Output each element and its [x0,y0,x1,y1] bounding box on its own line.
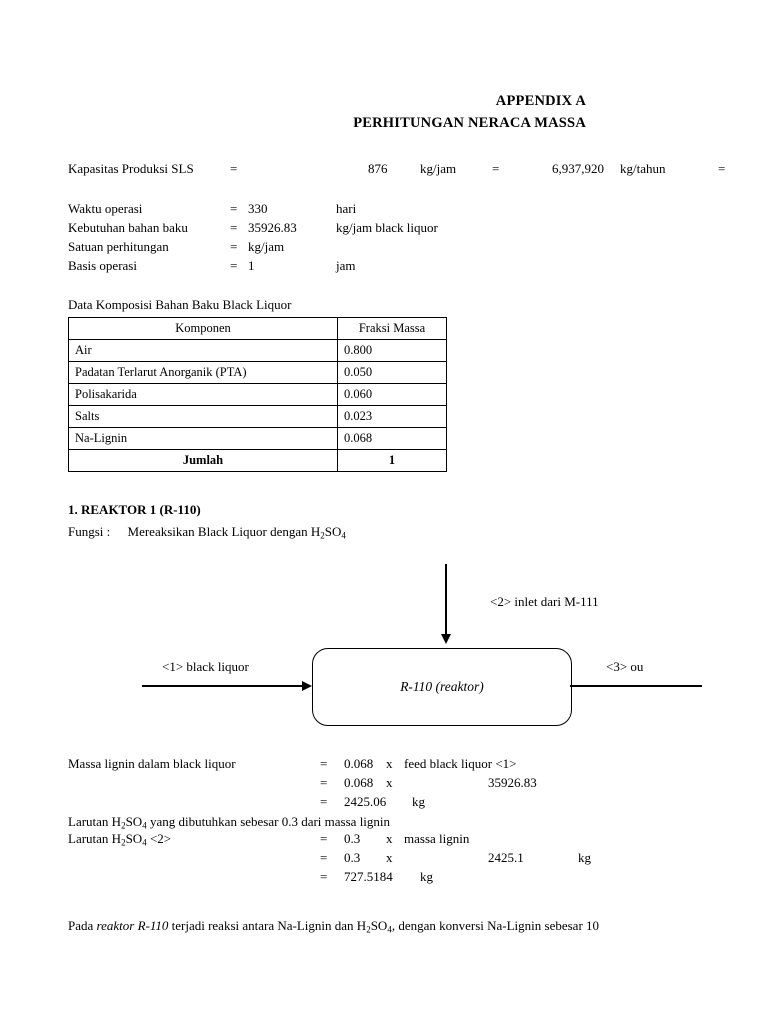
inlet-arrow-top-icon [445,564,447,638]
list-item [68,220,708,239]
table-row [69,361,447,383]
calc-label: Massa lignin dalam black liquor [68,756,236,772]
calc-result-unit: kg [420,868,433,884]
capacity-equals-2: = [492,160,500,176]
capacity-unit-2: kg/tahun [620,160,666,176]
table-caption: Data Komposisi Bahan Baku Black Liquor [68,296,292,312]
note-text-post: yang dibutuhkan sebesar 0.3 dari massa lignin [146,814,391,830]
calc-operator: x [386,830,393,846]
note-h2so4-ratio [68,814,708,831]
calc-operand-b: feed black liquor <1> [404,756,517,772]
parameter-list [68,201,708,277]
cell-fraksi: 0.050 [338,361,447,383]
capacity-equals-3: = [718,160,726,176]
document-title-block [68,90,708,135]
calc-result: 727.5184 [344,868,393,884]
param-value: 330 [248,200,268,216]
list-item [68,258,708,277]
cell-komponen: Na-Lignin [69,427,338,449]
reactor-box [312,648,572,726]
calc-result-unit: kg [412,794,425,810]
cell-komponen: Padatan Terlarut Anorganik (PTA) [69,361,338,383]
calc-equals: = [320,756,328,772]
cell-fraksi: 0.060 [338,383,447,405]
param-key: Satuan perhitungan [68,238,169,254]
calc-unit: kg [578,849,591,865]
subscript-2: 2 [121,837,126,848]
calc-operand-b: 2425.1 [488,849,524,865]
calc-row-lignin-substitute [68,775,708,794]
param-key: Kebutuhan bahan baku [68,219,188,235]
subscript-4: 4 [142,820,147,831]
outlet-arrow-right-icon [570,685,702,687]
subscript-2: 2 [320,530,325,541]
calc-result: 2425.06 [344,794,387,810]
calc-operand-b: massa lignin [404,830,470,846]
param-unit: jam [336,257,356,273]
note-text-mid: SO [125,814,143,830]
list-item [68,239,708,258]
calc-equals: = [320,830,328,846]
calculation-block [68,756,708,888]
calc-operand-a: 0.068 [344,775,374,791]
calc-operator: x [386,849,393,865]
capacity-value-1: 876 [368,160,388,176]
fungsi-text: Mereaksikan Black Liquor dengan H [127,523,321,539]
param-unit: hari [336,200,357,216]
calc-label-pre: Larutan H [68,830,122,846]
composition-table [68,317,447,472]
calc-label [68,831,171,848]
calc-operand-a: 0.068 [344,756,374,772]
column-header-fraksi: Fraksi Massa [338,317,447,339]
calc-row-h2so4-result [68,869,708,888]
fungsi-label: Fungsi : [68,523,111,539]
cell-fraksi: 0.023 [338,405,447,427]
calc-operand-b: 35926.83 [488,775,537,791]
reaction-note-italic: reaktor R-110 [96,917,169,933]
capacity-unit-1: kg/jam [420,160,457,176]
capacity-label: Kapasitas Produksi SLS [68,160,194,176]
calc-row-h2so4-substitute [68,850,708,869]
calc-equals: = [320,868,328,884]
calc-operand-a: 0.3 [344,830,361,846]
calc-row-lignin-mass [68,756,708,775]
cell-total-label: Jumlah [69,449,338,471]
calc-label-mid: SO [125,830,143,846]
capacity-value-2: 6,937,920 [552,160,604,176]
table-header-row [69,317,447,339]
param-key: Waktu operasi [68,200,143,216]
capacity-row [68,160,726,179]
calc-row-h2so4 [68,831,708,850]
capacity-equals-1: = [230,160,238,176]
subscript-4: 4 [142,837,147,848]
reaction-note [68,918,708,935]
param-equals: = [230,200,238,216]
subscript-2: 2 [366,924,371,935]
inlet-arrow-left-icon [142,685,308,687]
reaction-note-mid: terjadi reaksi antara Na-Lignin dan H [168,917,367,933]
fungsi-text-mid: SO [324,523,342,539]
param-unit: kg/jam black liquor [336,219,438,235]
reactor-box-label: R-110 (reaktor) [400,679,484,695]
page-title: APPENDIX A [495,93,586,109]
cell-fraksi: 0.800 [338,339,447,361]
calc-equals: = [320,794,328,810]
column-header-komponen: Komponen [69,317,338,339]
page-subtitle: PERHITUNGAN NERACA MASSA [353,115,586,132]
reaction-note-pre: Pada [68,917,97,933]
cell-komponen: Air [69,339,338,361]
process-flow-diagram [68,552,708,752]
param-value: 1 [248,257,255,273]
fungsi-value [128,524,346,539]
list-item [68,201,708,220]
cell-fraksi: 0.068 [338,427,447,449]
table-row [69,427,447,449]
subscript-4: 4 [387,924,392,935]
note-text-pre: Larutan H [68,814,122,830]
calc-operator: x [386,756,393,772]
fungsi-line [68,524,708,541]
cell-total-value: 1 [338,449,447,471]
reaction-note-mid2: SO [370,917,388,933]
param-equals: = [230,238,238,254]
subscript-4: 4 [341,530,346,541]
inlet-top-label: <2> inlet dari M-111 [490,594,599,610]
calc-operand-a: 0.3 [344,849,361,865]
calc-operator: x [386,775,393,791]
table-row [69,383,447,405]
calc-equals: = [320,775,328,791]
calc-label-post: <2> [146,830,172,846]
cell-komponen: Polisakarida [69,383,338,405]
param-key: Basis operasi [68,257,137,273]
section-heading-reaktor-1: 1. REAKTOR 1 (R-110) [68,501,201,517]
cell-komponen: Salts [69,405,338,427]
table-row [69,405,447,427]
param-equals: = [230,257,238,273]
calc-equals: = [320,849,328,865]
inlet-left-label: <1> black liquor [162,659,249,675]
calc-row-lignin-result [68,794,708,813]
outlet-right-label: <3> ou [606,659,644,675]
param-value: 35926.83 [248,219,297,235]
reaction-note-post: , dengan konversi Na-Lignin sebesar 10 [391,917,600,933]
table-row [69,339,447,361]
table-total-row [69,449,447,471]
param-value: kg/jam [248,238,285,254]
param-equals: = [230,219,238,235]
subscript-2: 2 [121,820,126,831]
